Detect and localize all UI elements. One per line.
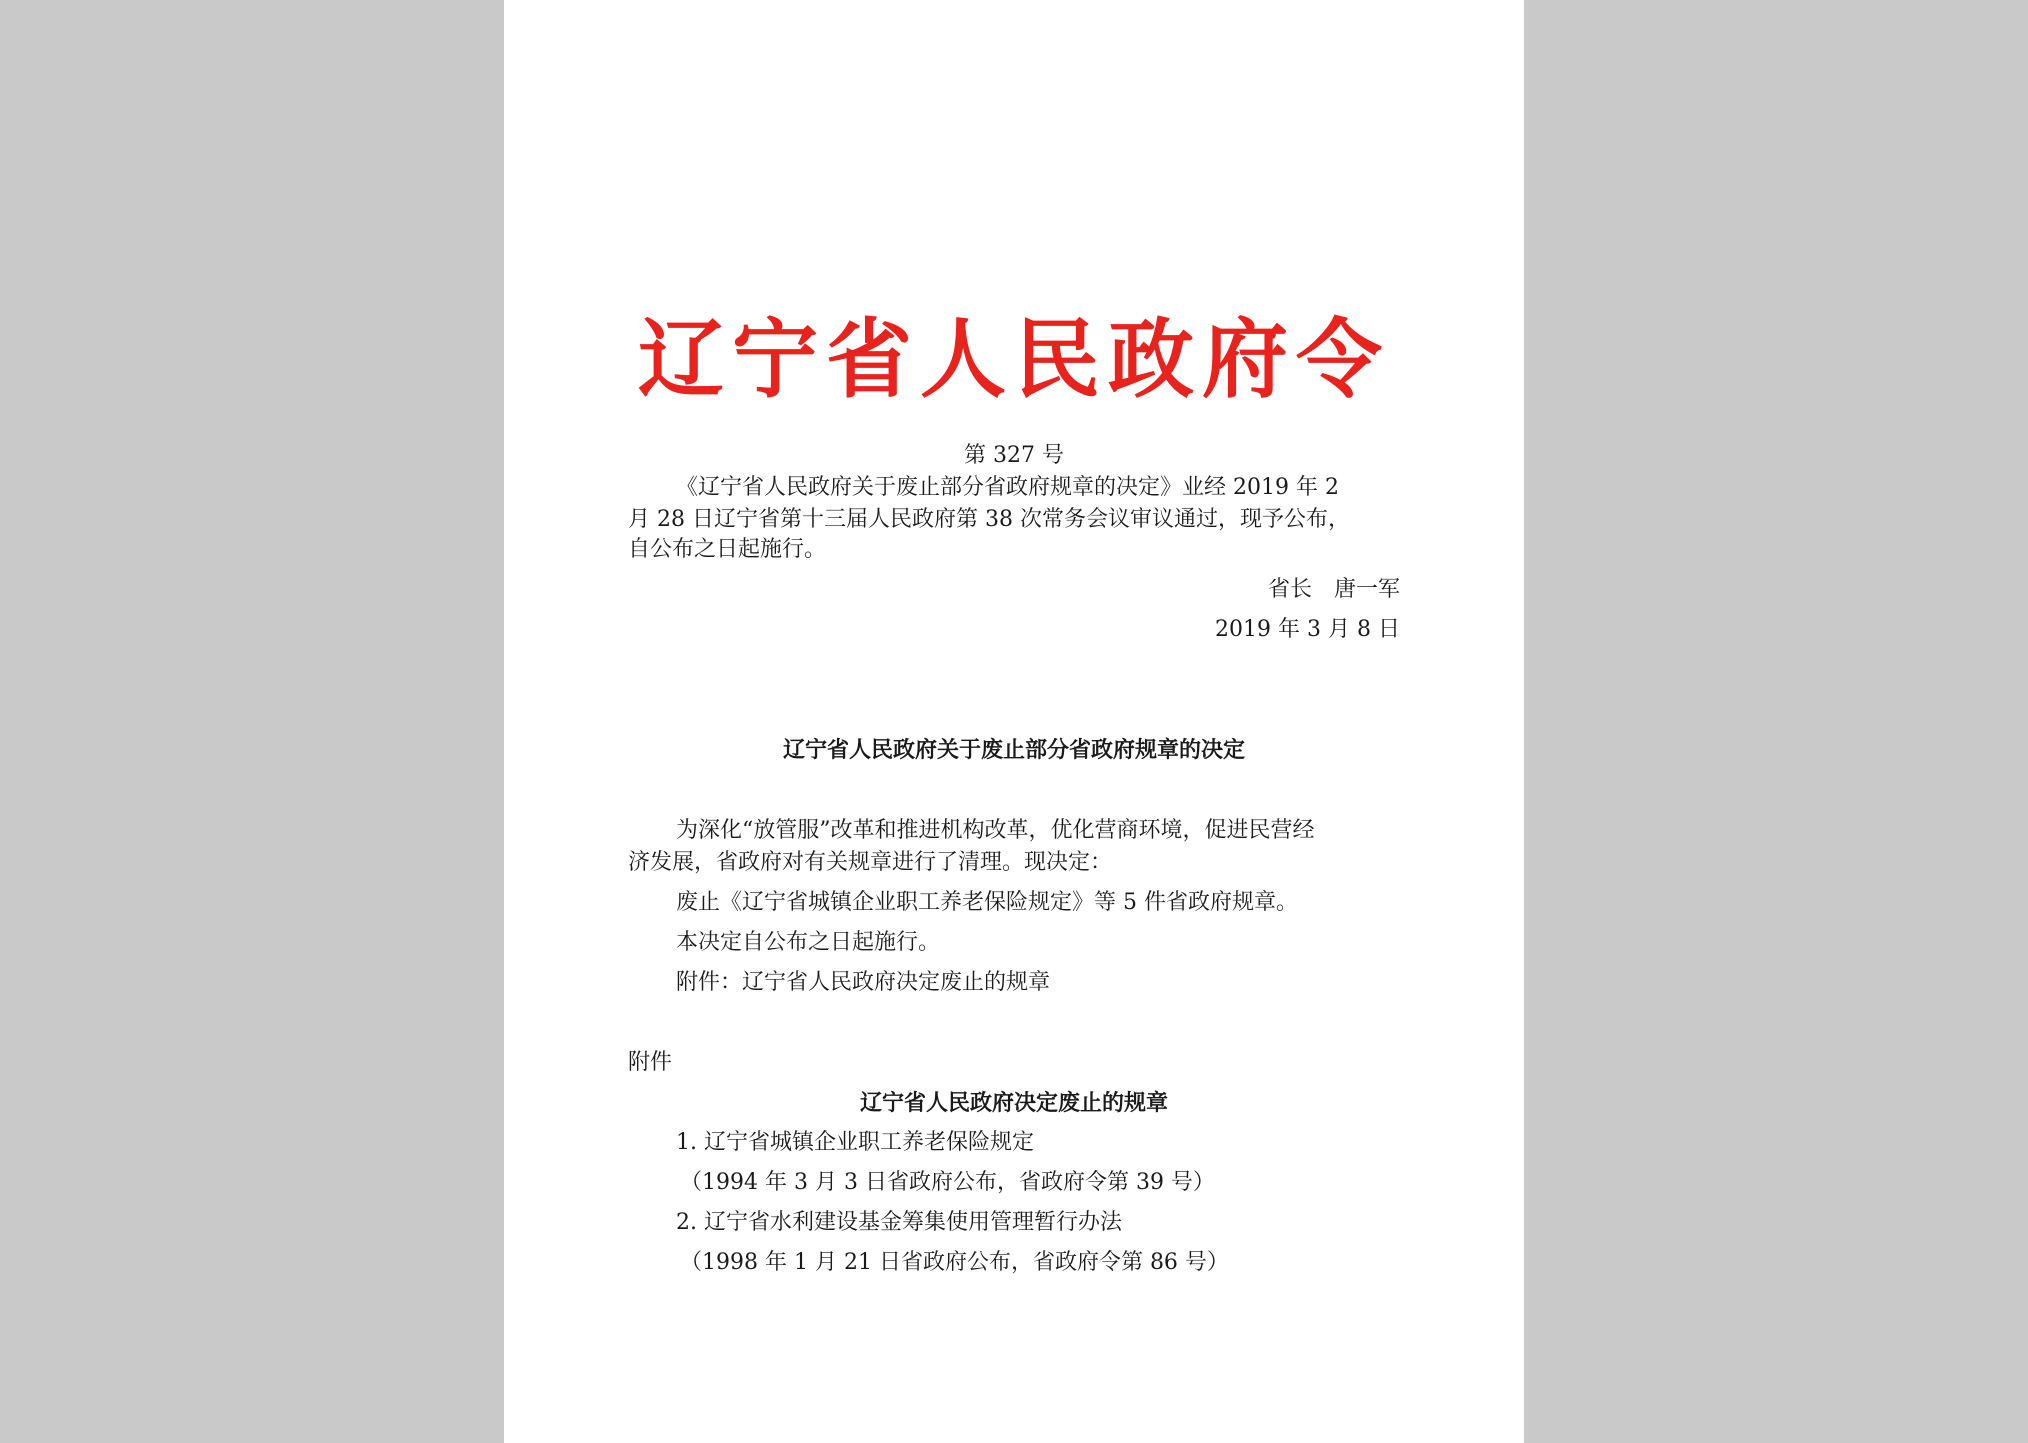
decision-para-2: 废止《辽宁省城镇企业职工养老保险规定》等 5 件省政府规章。 xyxy=(676,890,1298,915)
decision-title: 辽宁省人民政府关于废止部分省政府规章的决定 xyxy=(782,737,1245,763)
signature-title-name: 省长 唐一军 xyxy=(1267,577,1400,602)
masthead-title: 辽宁省人民政府令 xyxy=(638,310,1390,410)
attachment-item-1-name: 1. 辽宁省城镇企业职工养老保险规定 xyxy=(676,1130,1034,1155)
preamble-line-1: 《辽宁省人民政府关于废止部分省政府规章的决定》业经 2019 年 2 xyxy=(676,475,1339,500)
document-page xyxy=(504,0,1524,1443)
attachment-item-2-note: （1998 年 1 月 21 日省政府公布，省政府令第 86 号） xyxy=(680,1250,1229,1275)
decision-para-1-line-1: 为深化“放管服”改革和推进机构改革，优化营商环境，促进民营经 xyxy=(676,818,1315,843)
preamble-line-2: 月 28 日辽宁省第十三届人民政府第 38 次常务会议审议通过，现予公布， xyxy=(628,507,1350,532)
attachment-item-1-note: （1994 年 3 月 3 日省政府公布，省政府令第 39 号） xyxy=(680,1170,1215,1195)
decision-para-1-line-2: 济发展，省政府对有关规章进行了清理。现决定： xyxy=(628,850,1113,875)
attachment-item-2-name: 2. 辽宁省水利建设基金筹集使用管理暂行办法 xyxy=(676,1210,1122,1235)
attachment-title: 辽宁省人民政府决定废止的规章 xyxy=(859,1090,1168,1116)
decision-para-4: 附件：辽宁省人民政府决定废止的规章 xyxy=(676,970,1051,995)
order-number: 第 327 号 xyxy=(964,443,1064,468)
preamble-line-3: 自公布之日起施行。 xyxy=(628,537,827,562)
attachment-label: 附件 xyxy=(628,1050,673,1075)
signature-date: 2019 年 3 月 8 日 xyxy=(1215,617,1400,642)
decision-para-3: 本决定自公布之日起施行。 xyxy=(676,930,941,955)
